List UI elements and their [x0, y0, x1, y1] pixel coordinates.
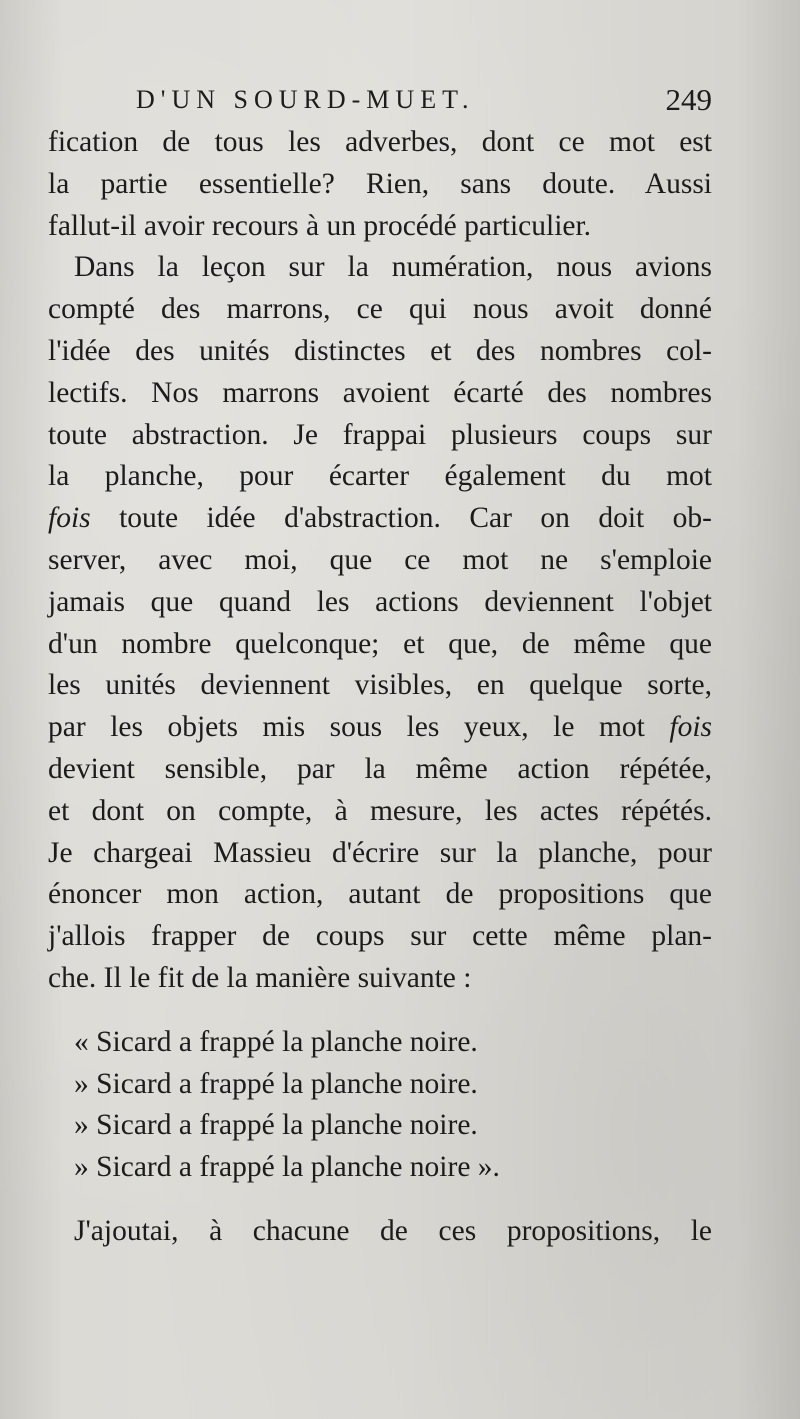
text-line: les unités deviennent visibles, en quelque sorte,	[48, 669, 712, 702]
quote-line: « Sicard a frappé la planche noire.	[74, 1025, 478, 1058]
text-line-with-italic	[48, 707, 712, 749]
text-line: compté des marrons, ce qui nous avoit donné	[48, 293, 712, 326]
text-line: l'idée des unités distinctes et des nombres col-	[48, 334, 712, 367]
text-line: che. Il le fit de la manière suivante :	[48, 961, 472, 994]
text-line: la partie essentielle? Rien, sans doute. Aussi	[48, 167, 712, 200]
text-line: Dans la leçon sur la numération, nous avions	[74, 251, 712, 284]
spacer	[48, 1189, 712, 1211]
text-line: et dont on compte, à mesure, les actes répétés.	[48, 794, 712, 827]
text-line: lectifs. Nos marrons avoient écarté des nombres	[48, 376, 712, 409]
text-line: jamais que quand les actions deviennent l'objet	[48, 585, 712, 618]
page-body	[48, 122, 712, 1253]
running-head-title: D'UN SOURD-MUET.	[136, 85, 475, 114]
quote-line: » Sicard a frappé la planche noire.	[74, 1067, 478, 1100]
text-line: d'un nombre quelconque; et que, de même que	[48, 627, 712, 660]
text-fragment: par les objets mis sous les yeux, le mot	[48, 711, 670, 744]
text-line: server, avec moi, que ce mot ne s'emploie	[48, 543, 712, 576]
text-line: fication de tous les adverbes, dont ce mot est	[48, 126, 712, 158]
page-number: 249	[665, 82, 712, 117]
text-line: énoncer mon action, autant de propositions que	[48, 878, 712, 911]
quote-line: » Sicard a frappé la planche noire.	[74, 1109, 478, 1142]
italic-word: fois	[669, 711, 712, 744]
text-line: Je chargeai Massieu d'écrire sur la planche, pour	[48, 836, 712, 869]
text-line: fallut-il avoir recours à un procédé particulier.	[48, 209, 592, 242]
text-line-with-italic	[48, 498, 712, 540]
italic-word: fois	[48, 502, 91, 535]
running-head	[48, 80, 712, 120]
spacer	[48, 1000, 712, 1022]
text-line: toute abstraction. Je frappai plusieurs coups sur	[48, 418, 712, 451]
quote-line: » Sicard a frappé la planche noire ».	[74, 1151, 500, 1184]
text-line: la planche, pour écarter également du mot	[48, 460, 712, 493]
text-line: j'allois frapper de coups sur cette même plan-	[48, 920, 712, 953]
text-line: devient sensible, par la même action répétée,	[48, 752, 712, 785]
text-fragment: toute idée d'abstraction. Car on doit ob-	[90, 502, 712, 535]
text-line: J'ajoutai, à chacune de ces propositions, le	[74, 1214, 712, 1247]
